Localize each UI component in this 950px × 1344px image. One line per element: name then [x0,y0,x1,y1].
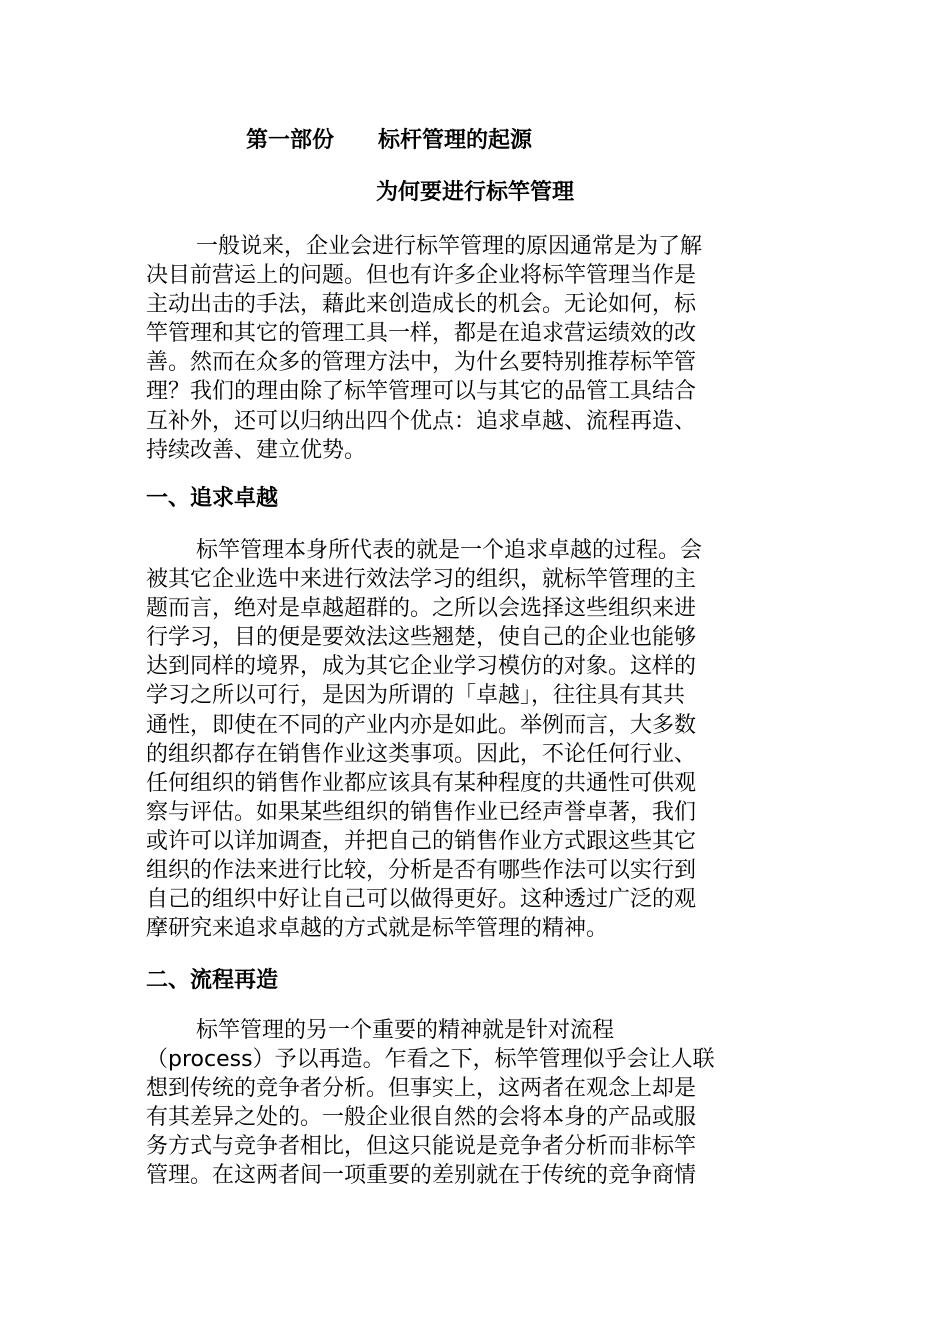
paragraph-line: 通性，即使在不同的产业内亦是如此。举例而言，大多数 [146,712,697,738]
paragraph-line: 学习之所以可行，是因为所谓的「卓越」，往往具有其共 [146,683,686,709]
paragraph-line: 察与评估。如果某些组织的销售作业已经声誉卓著，我们 [146,799,697,825]
paragraph-line: 组织的作法来进行比较，分析是否有哪些作法可以实行到 [146,858,697,884]
paragraph-line: 主动出击的手法，藉此来创造成长的机会。无论如何，标 [146,292,697,318]
section-subtitle: 为何要进行标竿管理 [375,180,574,205]
paragraph-line: 任何组织的销售作业都应该具有某种程度的共通性可供观 [146,770,697,796]
paragraph-line: 或许可以详加调查，并把自己的销售作业方式跟这些其它 [146,828,697,854]
paragraph-line: 题而言，绝对是卓越超群的。之所以会选择这些组织来进 [146,596,697,622]
paragraph-line: 行学习，目的便是要效法这些翘楚，使自己的企业也能够 [146,625,697,651]
process-term: process [168,1047,253,1073]
section2-paragraph [146,1016,786,1191]
paragraph-line: 管理。在这两者间一项重要的差别就在于传统的竞争商情 [146,1163,697,1189]
paragraph-line: 互补外，还可以归纳出四个优点：追求卓越、流程再造、 [146,408,697,434]
open-paren: （ [146,1047,169,1073]
line-continuation: ）予以再造。乍看之下，标竿管理似乎会让人联 [252,1047,715,1073]
section-heading-excellence: 一、追求卓越 [146,486,279,511]
paragraph-line: 摩研究来追求卓越的方式就是标竿管理的精神。 [146,916,609,942]
paragraph-line: 的组织都存在销售作业这类事项。因此，不论任何行业、 [146,741,697,767]
paragraph-line: 竿管理和其它的管理工具一样，都是在追求营运绩效的改 [146,321,697,347]
paragraph-line: 有其差异之处的。一般企业很自然的会将本身的产品或服 [146,1105,697,1131]
part-title: 第一部份 标杆管理的起源 [246,128,533,153]
paragraph-line: 持续改善、建立优势。 [146,437,367,463]
paragraph-line [146,1045,786,1074]
intro-paragraph [146,232,786,465]
paragraph-line: 想到传统的竞争者分析。但事实上，这两者在观念上却是 [146,1076,697,1102]
section1-paragraph [146,536,786,943]
paragraph-line: 决目前营运上的问题。但也有许多企业将标竿管理当作是 [146,263,697,289]
paragraph-line: 标竿管理的另一个重要的精神就是针对流程 [196,1018,615,1043]
paragraph-line: 务方式与竞争者相比，但这只能说是竞争者分析而非标竿 [146,1134,697,1160]
paragraph-line: 理？我们的理由除了标竿管理可以与其它的品管工具结合 [146,379,697,405]
paragraph-line: 被其它企业选中来进行效法学习的组织，就标竿管理的主 [146,567,697,593]
paragraph-line: 一般说来，企业会进行标竿管理的原因通常是为了解 [196,234,703,259]
paragraph-line: 标竿管理本身所代表的就是一个追求卓越的过程。会 [196,538,703,563]
section-heading-process: 二、流程再造 [146,968,279,993]
paragraph-line: 善。然而在众多的管理方法中，为什幺要特别推荐标竿管 [146,350,697,376]
paragraph-line: 自己的组织中好让自己可以做得更好。这种透过广泛的观 [146,887,697,913]
paragraph-line: 达到同样的境界，成为其它企业学习模仿的对象。这样的 [146,654,697,680]
